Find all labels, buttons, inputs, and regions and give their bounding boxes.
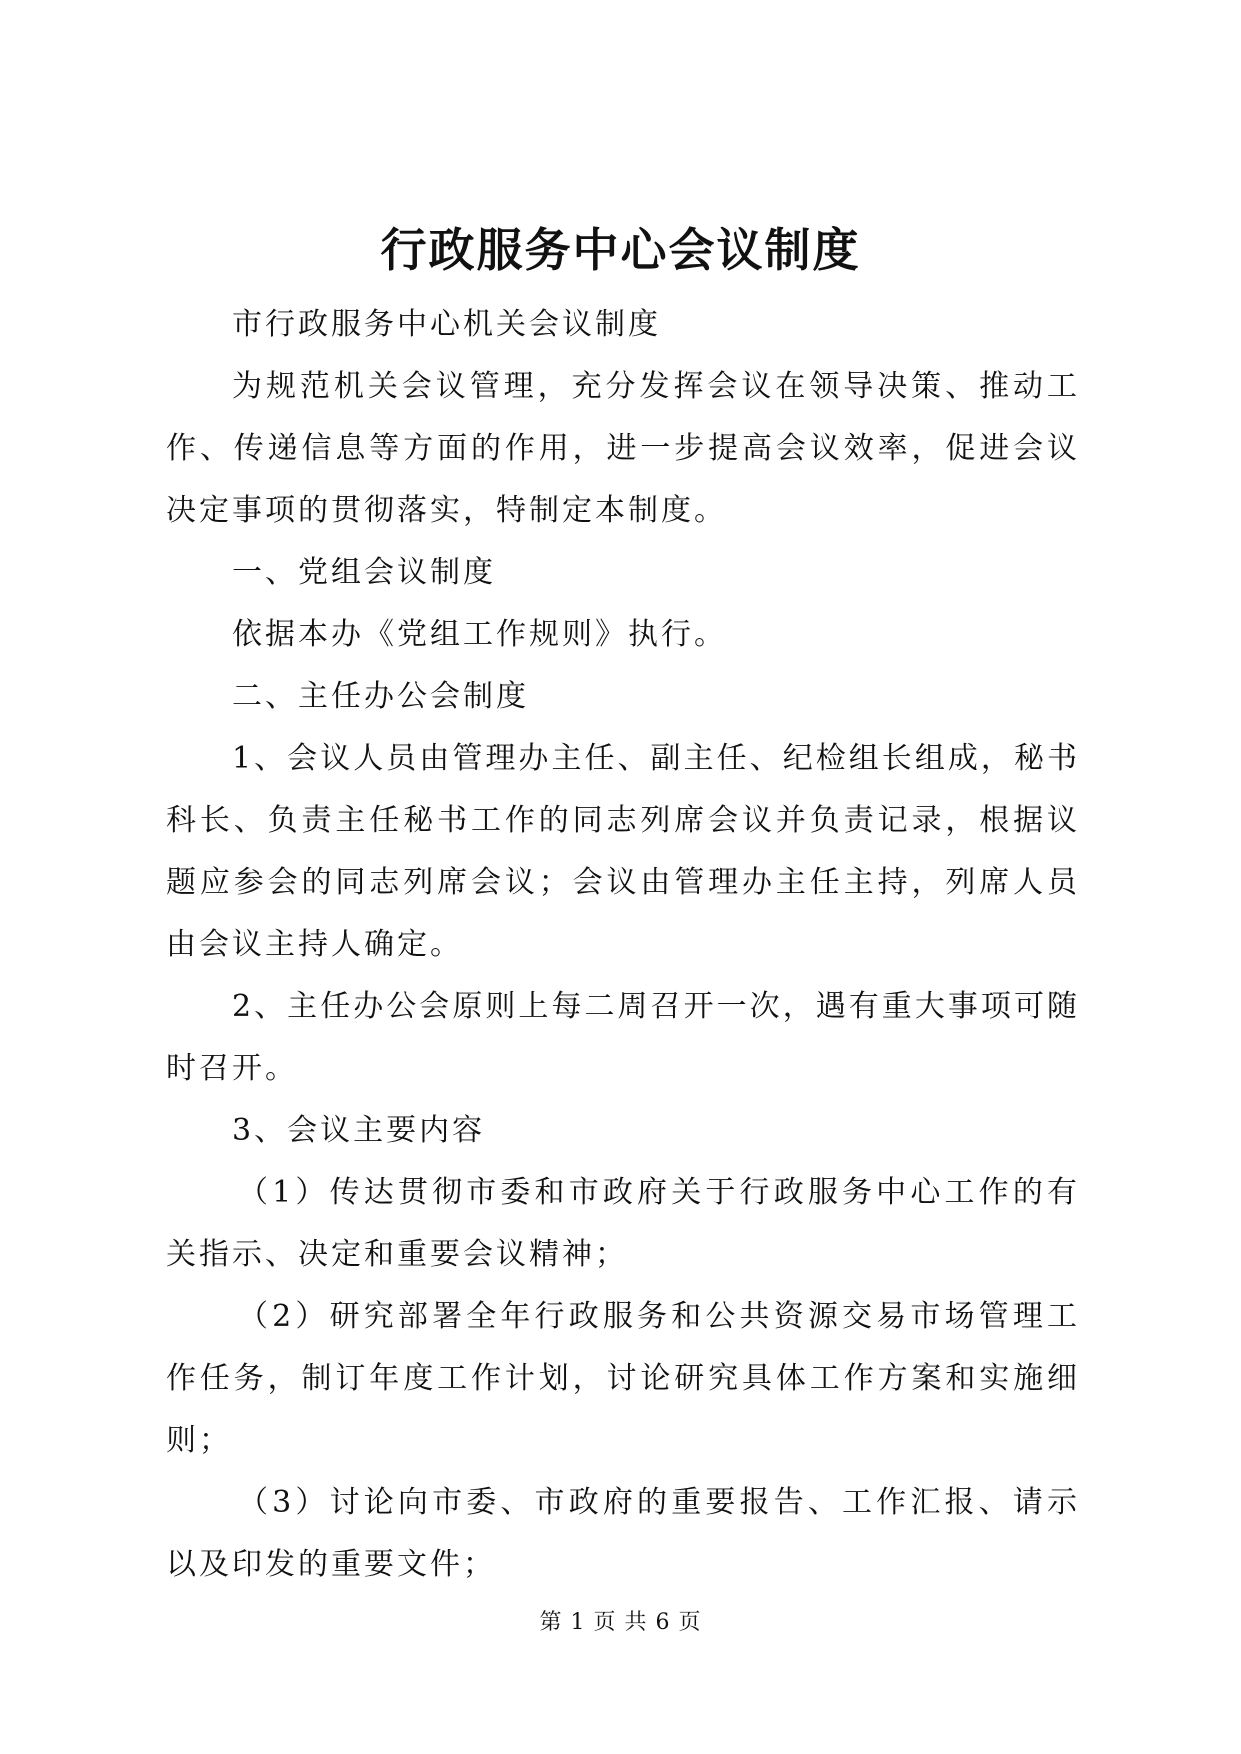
section-heading-1: 一、党组会议制度 [232, 555, 496, 590]
paragraph-subitem-3: （3）讨论向市委、市政府的重要报告、工作汇报、请示以及印发的重要文件； [166, 1485, 1080, 1582]
paragraph-item-2: 2、主任办公会原则上每二周召开一次，遇有重大事项可随时召开。 [166, 989, 1080, 1086]
paragraph-section-1: 依据本办《党组工作规则》执行。 [232, 617, 727, 652]
paragraph-heading: 市行政服务中心机关会议制度 [232, 307, 661, 342]
paragraph-subitem-2: （2）研究部署全年行政服务和公共资源交易市场管理工作任务，制订年度工作计划，讨论研究具体工作方案和实施细则； [166, 1299, 1080, 1458]
section-heading-2: 二、主任办公会制度 [232, 679, 529, 714]
paragraph-intro: 为规范机关会议管理，充分发挥会议在领导决策、推动工作、传递信息等方面的作用，进一步提高会议效率，促进会议决定事项的贯彻落实，特制定本制度。 [166, 369, 1080, 528]
document-body [166, 294, 1080, 1596]
paragraph-subitem-1: （1）传达贯彻市委和市政府关于行政服务中心工作的有关指示、决定和重要会议精神； [166, 1175, 1080, 1272]
paragraph-item-3: 3、会议主要内容 [232, 1113, 486, 1148]
paragraph-item-1: 1、会议人员由管理办主任、副主任、纪检组长组成，秘书科长、负责主任秘书工作的同志列席会议并负责记录，根据议题应参会的同志列席会议；会议由管理办主任主持，列席人员由会议主持人确定。 [166, 741, 1080, 962]
page-footer: 第 1 页 共 6 页 [539, 1610, 702, 1635]
document-title: 行政服务中心会议制度 [380, 223, 861, 277]
